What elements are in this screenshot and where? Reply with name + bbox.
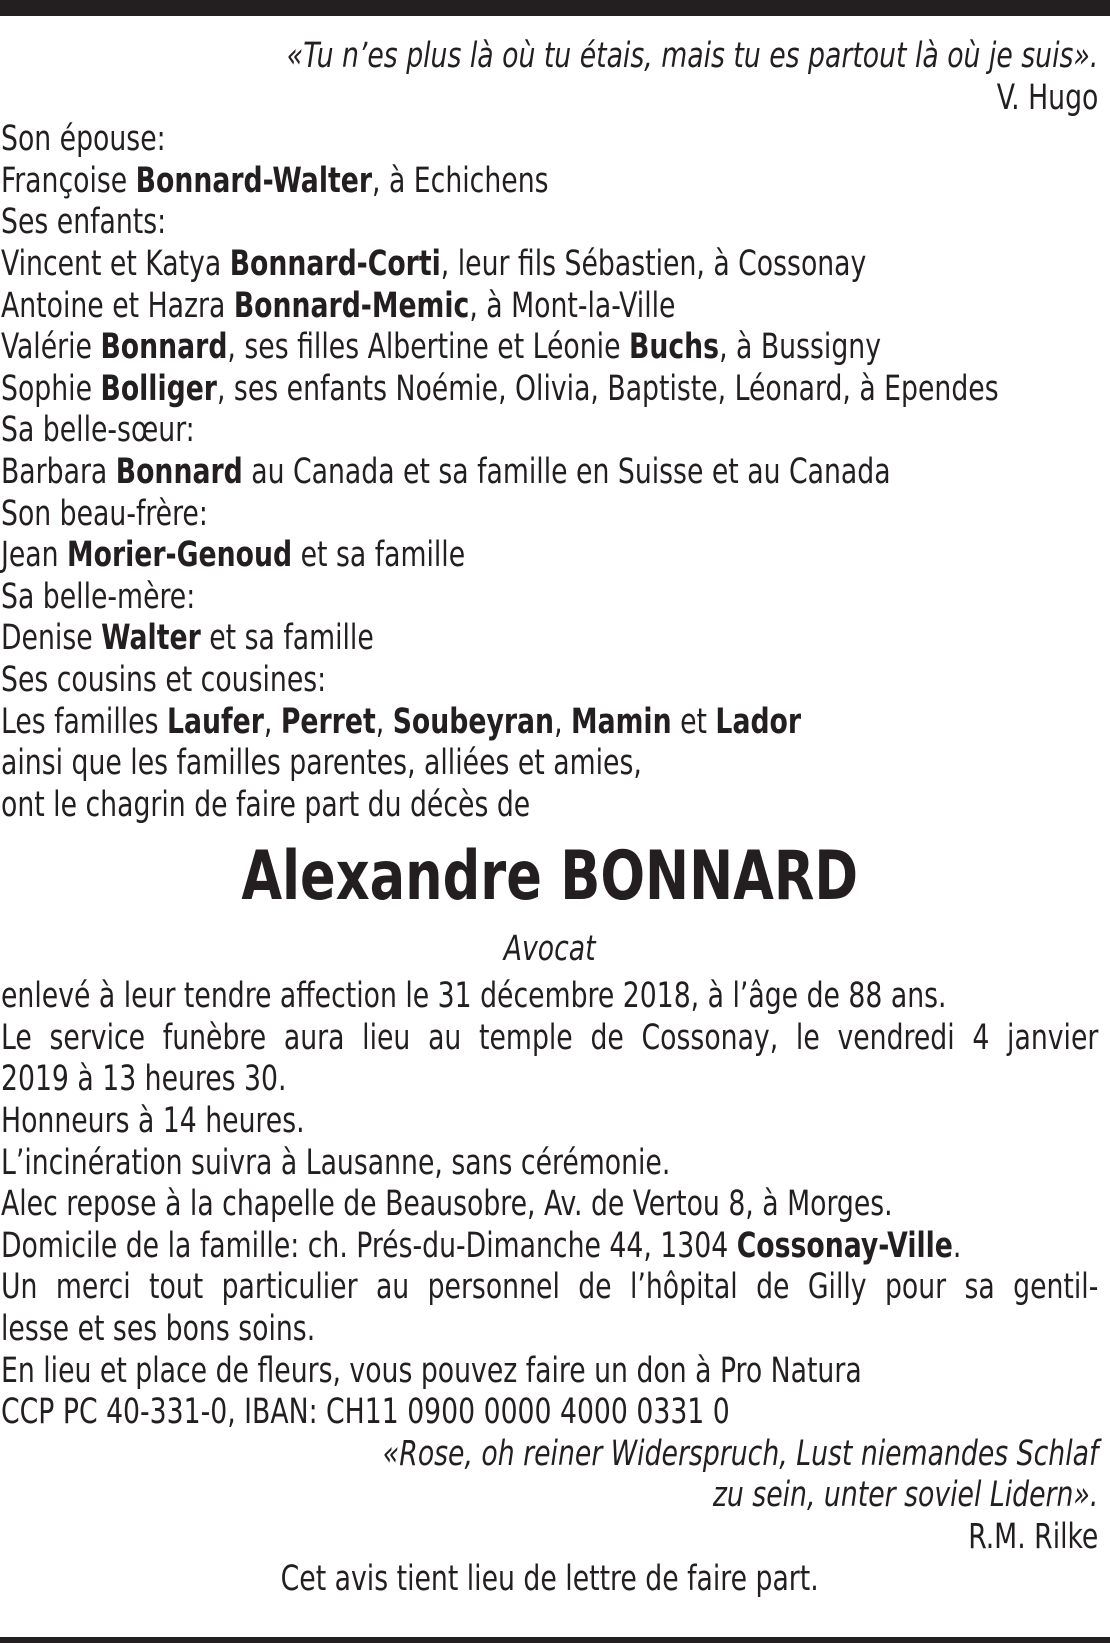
- children-label: Ses enfants:: [1, 202, 167, 243]
- child-line-4: Sophie Bolliger, ses enfants Noémie, Olivia, Baptiste, Léonard, à Ependes: [1, 368, 999, 409]
- honours-line: Honneurs à 14 heures.: [1, 1101, 305, 1142]
- hugo-quote: «Tu n’es plus là où tu étais, mais tu es partout là où je suis».: [286, 36, 1099, 76]
- brother-in-law-label: Son beau-frère:: [1, 493, 208, 534]
- brother-in-law-line: Jean Morier-Genoud et sa famille: [1, 535, 466, 576]
- service-line-2: 2019 à 13 heures 30.: [1, 1059, 287, 1100]
- cousin-family-2: Perret: [280, 701, 376, 742]
- spouse-surname: Bonnard-Walter: [135, 160, 373, 201]
- spouse-label: Son épouse:: [1, 119, 166, 160]
- sister-in-law-label: Sa belle-sœur:: [1, 410, 195, 451]
- cremation-line: L’incinération suivra à Lausanne, sans cérémonie.: [1, 1142, 671, 1183]
- donation-line-1: En lieu et place de fleurs, vous pouvez faire un don à Pro Natura: [1, 1350, 862, 1391]
- thanks-line-1: Un merci tout particulier au personnel de l’hôpital de Gilly pour sa gentil-: [1, 1267, 1099, 1308]
- child-1-surname: Bonnard-Corti: [229, 243, 441, 284]
- spouse-line: Françoise Bonnard-Walter, à Echichens: [1, 160, 549, 201]
- service-line-1: Le service funèbre aura lieu au temple de Cossonay, le vendredi 4 janvier: [1, 1017, 1099, 1058]
- cousin-family-4: Mamin: [571, 701, 672, 742]
- rests-line: Alec repose à la chapelle de Beausobre, Av. de Vertou 8, à Morges.: [1, 1184, 893, 1225]
- obituary-notice: [1, 36, 1099, 1600]
- domicile-line: Domicile de la famille: ch. Prés-du-Dimanche 44, 1304 Cossonay-Ville.: [1, 1225, 962, 1266]
- domicile-town: Cossonay-Ville: [736, 1225, 953, 1266]
- cousin-family-5: Lador: [715, 701, 802, 742]
- also-line: ainsi que les familles parentes, alliées et amies,: [1, 743, 642, 784]
- child-4-surname: Bolliger: [100, 368, 217, 409]
- thanks-line-2: lesse et ses bons soins.: [1, 1309, 316, 1350]
- deceased-name: Alexandre BONNARD: [241, 837, 859, 917]
- sister-in-law-surname: Bonnard: [115, 451, 243, 492]
- child-line-2: Antoine et Hazra Bonnard-Memic, à Mont-la-Ville: [1, 285, 676, 326]
- child-3-surname: Bonnard: [100, 327, 228, 368]
- cousin-family-3: Soubeyran: [392, 701, 555, 742]
- mother-in-law-label: Sa belle-mère:: [1, 576, 196, 617]
- deceased-profession: Avocat: [503, 929, 596, 970]
- brother-in-law-surname: Morier-Genoud: [67, 535, 293, 576]
- child-line-1: Vincent et Katya Bonnard-Corti, leur fils Sébastien, à Cossonay: [1, 243, 867, 284]
- death-line: enlevé à leur tendre affection le 31 décembre 2018, à l’âge de 88 ans.: [1, 976, 947, 1017]
- mother-in-law-line: Denise Walter et sa famille: [1, 618, 374, 659]
- child-3-surname-2: Buchs: [629, 327, 720, 368]
- sister-in-law-line: Barbara Bonnard au Canada et sa famille en Suisse et au Canada: [1, 451, 891, 492]
- child-2-surname: Bonnard-Memic: [233, 285, 470, 326]
- donation-line-2: CCP PC 40-331-0, IBAN: CH11 0900 0000 4000 0331 0: [1, 1392, 730, 1433]
- grief-line: ont le chagrin de faire part du décès de: [1, 784, 531, 825]
- cousins-line: Les familles Laufer, Perret, Soubeyran, Mamin et Lador: [1, 701, 802, 742]
- child-line-3: Valérie Bonnard, ses filles Albertine et Léonie Buchs, à Bussigny: [1, 327, 881, 368]
- footer-note: Cet avis tient lieu de lettre de faire part.: [280, 1558, 819, 1599]
- top-rule: [0, 0, 1110, 16]
- bottom-rule: [0, 1637, 1110, 1643]
- cousin-family-1: Laufer: [166, 701, 264, 742]
- rilke-author: R.M. Rilke: [968, 1517, 1099, 1557]
- mother-in-law-surname: Walter: [101, 618, 201, 659]
- hugo-author: V. Hugo: [996, 77, 1099, 118]
- cousins-label: Ses cousins et cousines:: [1, 659, 327, 700]
- rilke-quote-line-2: zu sein, unter soviel Lidern».: [712, 1475, 1099, 1516]
- rilke-quote-line-1: «Rose, oh reiner Widerspruch, Lust niemandes Schlaf: [382, 1433, 1099, 1474]
